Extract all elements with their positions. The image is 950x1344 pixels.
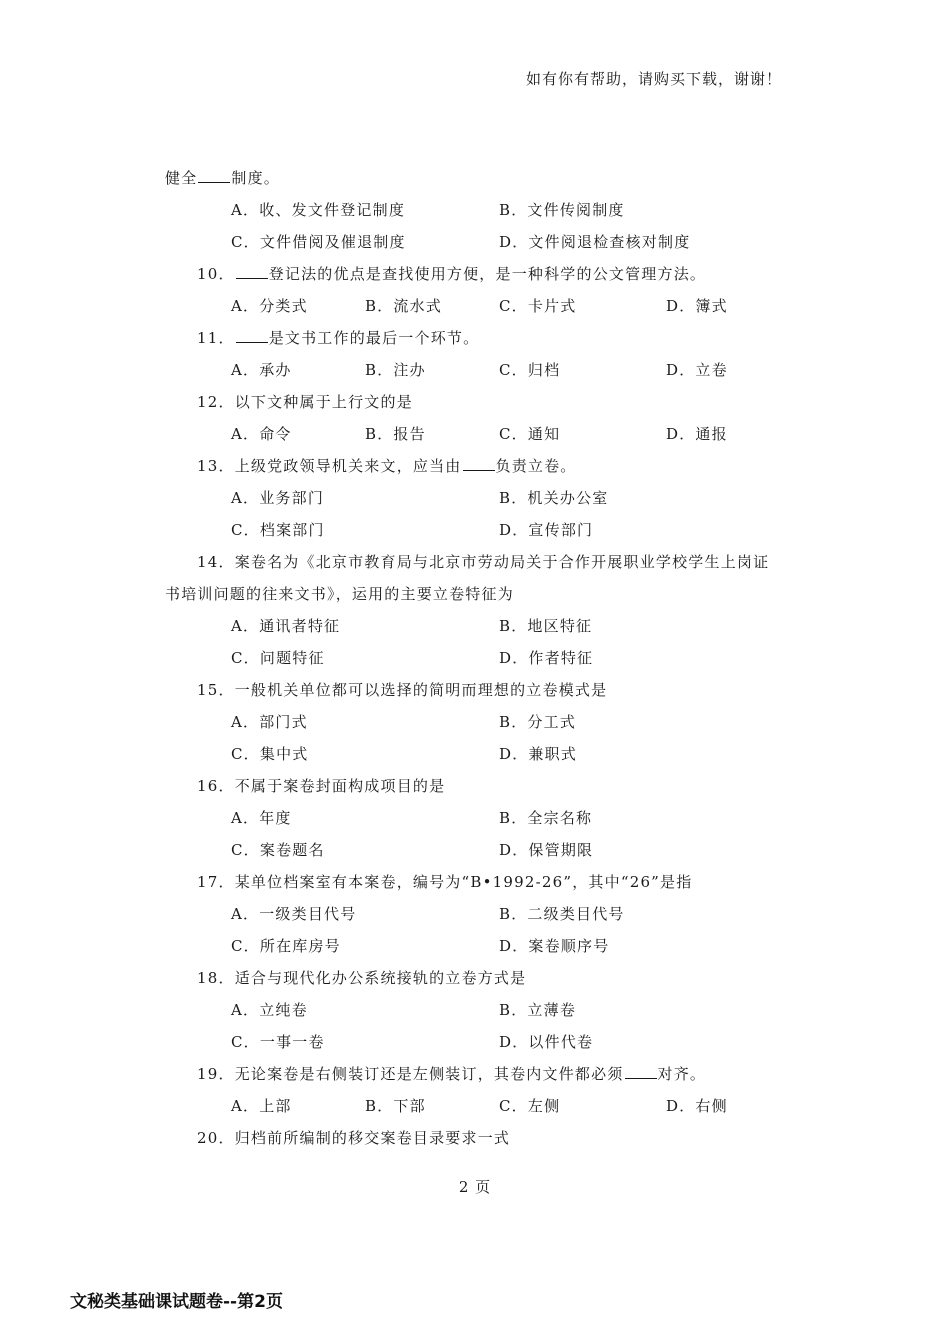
question-number: 18． [197,969,235,987]
q14-option-b: B．地区特征 [499,617,593,635]
q10-option-a: A．分类式 [231,297,308,315]
question-number: 10． [197,265,235,283]
q14-option-c: C．问题特征 [231,649,325,667]
fill-blank [463,456,495,471]
question-text: 上级党政领导机关来文，应当由 [234,457,462,475]
question-14-continued: 书培训问题的往来文书》，运用的主要立卷特征为 [165,585,514,603]
question-10 [197,264,706,284]
question-text: 适合与现代化办公系统接轨的立卷方式是 [234,969,527,987]
q12-option-b: B．报告 [365,425,426,443]
q15-option-d: D．兼职式 [499,745,578,763]
q17-option-b: B．二级类目代号 [499,905,625,923]
question-number: 13． [197,457,235,475]
q16-option-c: C．案卷题名 [231,841,325,859]
question-number: 19． [197,1065,235,1083]
q16-option-b: B．全宗名称 [499,809,593,827]
q10-option-c: C．卡片式 [499,297,577,315]
q10-option-b: B．流水式 [365,297,443,315]
question-number: 14． [197,553,235,571]
question-17 [197,872,692,892]
question-text: 登记法的优点是查找使用方便，是一种科学的公文管理方法。 [268,265,707,283]
question-number: 20． [197,1129,235,1147]
q11-option-b: B．注办 [365,361,426,379]
intro-option-d: D．文件阅退检查核对制度 [499,233,691,251]
q17-option-d: D．案卷顺序号 [499,937,610,955]
question-13 [197,456,577,476]
q15-option-a: A．部门式 [231,713,308,731]
fill-blank [236,328,268,343]
q19-option-b: B．下部 [365,1097,426,1115]
question-14 [197,552,769,572]
q11-option-d: D．立卷 [666,361,728,379]
q13-option-d: D．宣传部门 [499,521,594,539]
intro-line [165,168,280,188]
question-text: 归档前所编制的移交案卷目录要求一式 [234,1129,511,1147]
q13-option-a: A．业务部门 [231,489,325,507]
question-18 [197,968,526,988]
question-15 [197,680,607,700]
intro-post: 制度。 [231,169,281,187]
fill-blank [198,168,230,183]
intro-option-a: A．收、发文件登记制度 [231,201,406,219]
question-text: 一般机关单位都可以选择的简明而理想的立卷模式是 [234,681,608,699]
q10-option-d: D．簿式 [666,297,728,315]
q18-option-b: B．立薄卷 [499,1001,577,1019]
q16-option-d: D．保管期限 [499,841,594,859]
question-12 [197,392,413,412]
question-19 [197,1064,706,1084]
q15-option-c: C．集中式 [231,745,309,763]
q13-option-c: C．档案部门 [231,521,325,539]
question-text: 不属于案卷封面构成项目的是 [234,777,446,795]
question-text: 是文书工作的最后一个环节。 [268,329,480,347]
q14-option-a: A．通讯者特征 [231,617,341,635]
q16-option-a: A．年度 [231,809,292,827]
q17-option-c: C．所在库房号 [231,937,341,955]
q15-option-b: B．分工式 [499,713,577,731]
question-number: 17． [197,873,235,891]
q11-option-a: A．承办 [231,361,292,379]
q12-option-a: A．命令 [231,425,292,443]
fill-blank [625,1064,657,1079]
q13-option-b: B．机关办公室 [499,489,609,507]
intro-option-c: C．文件借阅及催退制度 [231,233,406,251]
q19-option-d: D．右侧 [666,1097,728,1115]
q14-option-d: D．作者特征 [499,649,594,667]
q17-option-a: A．一级类目代号 [231,905,357,923]
question-number: 16． [197,777,235,795]
question-20 [197,1128,510,1148]
question-number: 11． [197,329,235,347]
question-text: 无论案卷是右侧装订还是左侧装订，其卷内文件都必须 [234,1065,624,1083]
q18-option-a: A．立纯卷 [231,1001,308,1019]
page-number: 2 页 [458,1178,492,1196]
question-11 [197,328,479,348]
intro-pre: 健全 [165,169,198,187]
q18-option-c: C．一事一卷 [231,1033,325,1051]
header-note: 如有你有帮助，请购买下载，谢谢！ [525,70,782,88]
question-number: 12． [197,393,235,411]
q12-option-c: C．通知 [499,425,561,443]
question-text: 某单位档案室有本案卷，编号为“B•1992-26”，其中“26”是指 [234,873,693,891]
question-text: 案卷名为《北京市教育局与北京市劳动局关于合作开展职业学校学生上岗证 [234,553,770,571]
q19-option-c: C．左侧 [499,1097,561,1115]
question-16 [197,776,445,796]
question-text-end: 负责立卷。 [495,457,577,475]
question-text: 以下文种属于上行文的是 [234,393,413,411]
question-text-end: 对齐。 [657,1065,707,1083]
q19-option-a: A．上部 [231,1097,292,1115]
q18-option-d: D．以件代卷 [499,1033,594,1051]
intro-option-b: B．文件传阅制度 [499,201,625,219]
fill-blank [236,264,268,279]
question-number: 15． [197,681,235,699]
q11-option-c: C．归档 [499,361,561,379]
q12-option-d: D．通报 [666,425,728,443]
footer-title: 文秘类基础课试题卷--第2页 [70,1292,283,1312]
